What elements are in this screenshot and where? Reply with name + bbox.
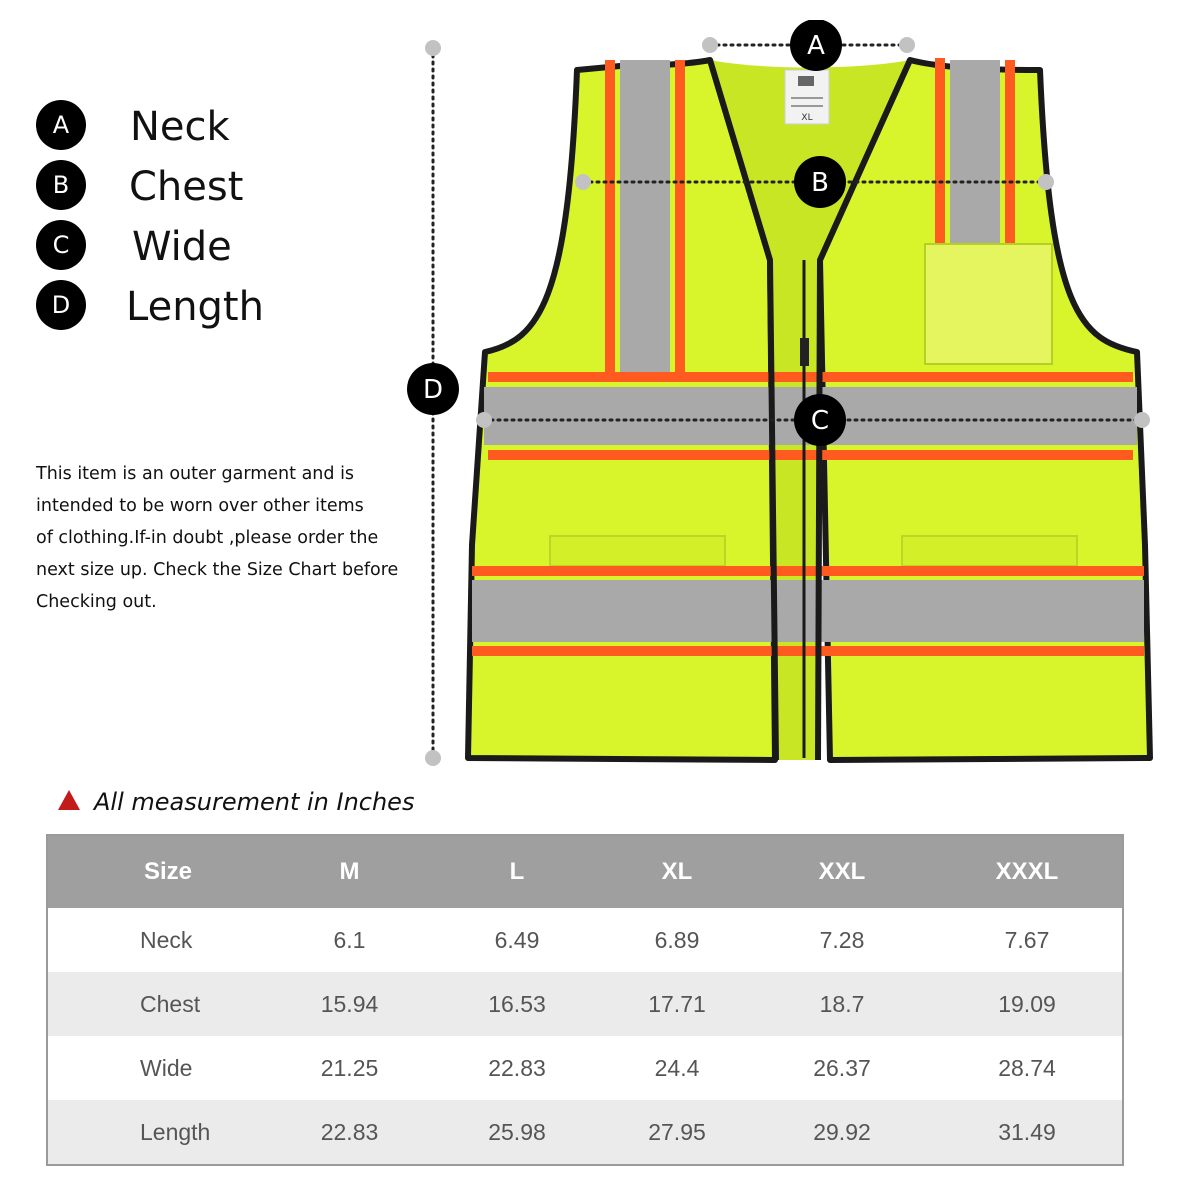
right-shoulder-orange-stripe <box>935 58 945 258</box>
measurement-unit-text: All measurement in Inches <box>94 788 415 816</box>
size-tag-label: XL <box>801 113 813 123</box>
table-cell: 28.74 <box>998 1054 1056 1081</box>
right-shoulder-reflective-stripe <box>950 60 1000 245</box>
header-m: M <box>267 835 432 908</box>
legend-badge-c: C <box>36 220 86 270</box>
row-label: Chest <box>47 972 267 1036</box>
row-label: Neck <box>140 926 193 953</box>
dimension-endpoint <box>899 37 915 53</box>
description-line: intended to be worn over other items <box>36 496 364 516</box>
table-row <box>47 1100 1123 1165</box>
table-cell: 6.1 <box>333 926 366 953</box>
zipper-pull <box>800 338 809 366</box>
table-header-row <box>47 835 1123 908</box>
description-line: of clothing.If-in doubt ,please order the <box>36 528 379 548</box>
table-cell: 6.89 <box>654 926 700 953</box>
table-cell: 7.67 <box>1004 926 1050 953</box>
marker-label-a: A <box>807 31 825 61</box>
vest-image <box>400 20 1200 780</box>
description-line: Checking out. <box>36 592 157 612</box>
description-line: This item is an outer garment and is <box>36 464 355 484</box>
header-xl: XL <box>602 835 752 908</box>
table-cell: 24.4 <box>654 1054 700 1081</box>
left-shoulder-orange-stripe <box>605 60 615 372</box>
table-cell: 22.83 <box>267 1100 432 1165</box>
warning-triangle-icon <box>58 790 80 810</box>
table-cell: 26.37 <box>813 1054 871 1081</box>
header-xxl: XXL <box>752 835 932 908</box>
table-cell: 17.71 <box>602 972 752 1036</box>
table-cell: 7.28 <box>819 926 865 953</box>
table-row <box>47 972 1123 1036</box>
size-chart-table <box>46 834 1124 1166</box>
header-l: L <box>432 835 602 908</box>
table-cell: 6.49 <box>494 926 540 953</box>
right-shoulder-orange-stripe <box>1005 60 1015 260</box>
table-cell: 18.7 <box>752 972 932 1036</box>
table-row <box>47 1036 1123 1100</box>
row-label: Wide <box>140 1054 193 1081</box>
dimension-endpoint <box>575 174 591 190</box>
legend-badge-b: B <box>36 160 86 210</box>
table-cell: 15.94 <box>267 972 432 1036</box>
chest-pocket <box>925 244 1052 364</box>
description-line: next size up. Check the Size Chart before <box>36 560 399 580</box>
left-shoulder-reflective-stripe <box>620 60 670 372</box>
legend-badge-d: D <box>36 280 86 330</box>
legend-label-length: Length <box>126 284 264 330</box>
garment-description <box>36 458 416 618</box>
table-cell: 31.49 <box>932 1100 1123 1165</box>
left-pocket-flap <box>550 536 725 566</box>
marker-label-d: D <box>422 375 444 405</box>
legend-label-wide: Wide <box>132 224 232 270</box>
dimension-endpoint <box>1134 412 1150 428</box>
table-cell: 25.98 <box>432 1100 602 1165</box>
dimension-endpoint <box>702 37 718 53</box>
dimension-endpoint <box>425 40 441 56</box>
legend-badge-a: A <box>36 100 86 150</box>
table-cell: 27.95 <box>602 1100 752 1165</box>
marker-label-b: B <box>811 168 829 198</box>
right-pocket-flap <box>902 536 1077 566</box>
table-row <box>47 908 1123 972</box>
lower-band-orange-stripe <box>472 566 1144 576</box>
table-cell: 22.83 <box>488 1054 546 1081</box>
upper-band-orange-stripe <box>488 372 1133 382</box>
table-cell: 29.92 <box>752 1100 932 1165</box>
lower-band-reflective-stripe <box>472 580 1144 642</box>
lower-band-orange-stripe <box>472 646 1144 656</box>
measurement-unit-note <box>58 788 414 824</box>
header-xxxl: XXXL <box>932 835 1123 908</box>
legend-label-chest: Chest <box>129 164 244 210</box>
left-shoulder-orange-stripe <box>675 60 685 372</box>
row-label: Length <box>47 1100 267 1165</box>
header-size: Size <box>47 835 267 908</box>
legend-label-neck: Neck <box>130 104 230 150</box>
dimension-endpoint <box>1038 174 1054 190</box>
marker-label-c: C <box>810 406 830 436</box>
table-cell: 16.53 <box>432 972 602 1036</box>
table-cell: 19.09 <box>932 972 1123 1036</box>
dimension-endpoint <box>476 412 492 428</box>
size-tag-logo <box>798 76 814 86</box>
table-cell: 21.25 <box>320 1054 379 1081</box>
dimension-endpoint <box>425 750 441 766</box>
vest-illustration <box>400 20 1200 780</box>
upper-band-orange-stripe <box>488 450 1133 460</box>
